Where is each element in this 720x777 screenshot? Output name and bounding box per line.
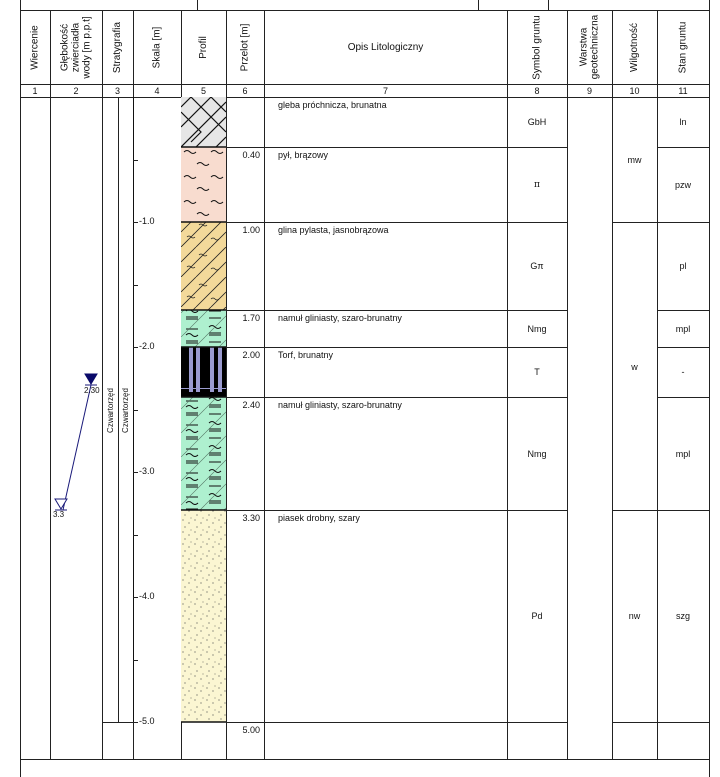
end-depth: 5.00 bbox=[242, 725, 260, 735]
layer-top-depth: 2.00 bbox=[242, 350, 260, 360]
scale-minor-tick bbox=[133, 285, 138, 286]
scale-major-tick bbox=[133, 347, 138, 348]
soil-symbol: π bbox=[534, 179, 540, 190]
layer-description: namuł gliniasty, szaro-brunatny bbox=[278, 313, 402, 323]
header-wiercenie bbox=[20, 10, 50, 84]
header-label: Wiercenie bbox=[29, 24, 41, 70]
layer-description: namuł gliniasty, szaro-brunatny bbox=[278, 400, 402, 410]
layer-top-depth: 0.40 bbox=[242, 150, 260, 160]
column-number: 10 bbox=[629, 86, 640, 96]
header-label: Profil bbox=[197, 35, 209, 59]
soil-state: mpl bbox=[675, 448, 691, 459]
soil-state: - bbox=[681, 367, 685, 377]
header-wilgotnosc bbox=[612, 10, 657, 84]
scale-minor-tick bbox=[133, 160, 138, 161]
header-label: Opis Litologiczny bbox=[347, 41, 424, 53]
header-label bbox=[579, 15, 601, 80]
water-stabilized-icon bbox=[85, 374, 97, 384]
header-przelot bbox=[226, 10, 264, 84]
layer-boundary bbox=[226, 222, 507, 223]
soil-symbol: Nmg bbox=[527, 448, 547, 459]
top-strip-divider bbox=[197, 0, 198, 10]
layer-top-depth: 1.70 bbox=[242, 313, 260, 323]
column-number: 3 bbox=[114, 86, 120, 96]
soil-state: pl bbox=[679, 261, 687, 271]
layer-pattern-peat bbox=[181, 347, 226, 397]
layer-boundary bbox=[226, 510, 507, 511]
col-divider bbox=[567, 10, 568, 759]
header-warstwa bbox=[567, 10, 612, 84]
layer-description: gleba próchnicza, brunatna bbox=[278, 100, 387, 110]
column-number: 8 bbox=[534, 86, 540, 96]
moisture-value: w bbox=[631, 362, 638, 372]
scale-label: -1.0 bbox=[139, 216, 155, 226]
stratigraphy-label: Czwartorzęd bbox=[105, 387, 115, 433]
layer-pattern-clay-silt bbox=[181, 222, 226, 310]
layer-pattern-mud bbox=[181, 397, 226, 510]
soil-symbol: Pd bbox=[531, 611, 543, 621]
header-label: Symbol gruntu bbox=[531, 14, 543, 80]
layer-description: Torf, brunatny bbox=[278, 350, 334, 360]
header-label: Wilgotność bbox=[629, 22, 640, 72]
state-boundary bbox=[657, 722, 709, 723]
stratigraphy-label-outer bbox=[102, 380, 118, 440]
soil-symbol: Gπ bbox=[530, 261, 544, 271]
layer-pattern-sand bbox=[181, 510, 226, 722]
layer-top-depth: 1.00 bbox=[242, 225, 260, 235]
header-label-line: geotechniczna bbox=[589, 14, 601, 80]
scale-label: -2.0 bbox=[139, 341, 155, 351]
soil-state: szg bbox=[675, 611, 690, 621]
scale-major-tick bbox=[133, 472, 138, 473]
scale-minor-tick bbox=[133, 410, 138, 411]
layer-boundary bbox=[226, 397, 507, 398]
col-divider bbox=[612, 10, 613, 759]
column-number: 6 bbox=[242, 86, 248, 96]
header-stratygrafia bbox=[102, 10, 133, 84]
layer-pattern-mud bbox=[181, 310, 226, 347]
layer-boundary bbox=[226, 722, 507, 723]
header-label bbox=[60, 16, 93, 78]
header-label: Skala [m] bbox=[151, 26, 163, 68]
symbol-boundary bbox=[507, 722, 567, 723]
header-label-line: wody [m p.p.t] bbox=[81, 15, 93, 79]
header-water-depth bbox=[50, 10, 102, 84]
stratigraphy-label: Czwartorzęd bbox=[121, 387, 130, 433]
soil-state: ln bbox=[679, 117, 687, 127]
column-number: 5 bbox=[200, 86, 206, 96]
layer-boundary bbox=[226, 310, 507, 311]
top-strip-divider bbox=[548, 0, 549, 10]
column-number: 7 bbox=[382, 86, 388, 96]
layer-boundary bbox=[226, 347, 507, 348]
header-symbol bbox=[507, 10, 567, 84]
layer-pattern-silt bbox=[181, 147, 226, 222]
soil-symbol: GbH bbox=[527, 117, 547, 127]
layer-top-depth: 2.40 bbox=[242, 400, 260, 410]
scale-minor-tick bbox=[133, 535, 138, 536]
scale-major-tick bbox=[133, 722, 138, 723]
header-label: Stratygrafia bbox=[112, 21, 124, 73]
moisture-boundary bbox=[612, 722, 657, 723]
top-strip-divider bbox=[478, 0, 479, 10]
moisture-boundary bbox=[612, 222, 657, 223]
scale-label: -3.0 bbox=[139, 466, 155, 476]
water-stabilized-label: 2.30 bbox=[84, 386, 100, 395]
soil-symbol: Nmg bbox=[527, 323, 547, 334]
layer-pattern-humus bbox=[181, 97, 226, 147]
layer-boundary bbox=[226, 147, 507, 148]
scale-minor-tick bbox=[133, 660, 138, 661]
column-number: 1 bbox=[32, 86, 38, 96]
soil-state: pzw bbox=[674, 179, 691, 190]
number-row-bottom-line bbox=[20, 97, 710, 98]
soil-state: mpl bbox=[675, 323, 691, 334]
water-encountered-label: 3.3 bbox=[53, 510, 65, 519]
header-skala bbox=[133, 10, 181, 84]
col-divider bbox=[264, 10, 265, 759]
stratigraphy-label-inner bbox=[118, 380, 133, 440]
stratigraphy-end-line bbox=[102, 722, 133, 723]
layer-description: glina pylasta, jasnobrązowa bbox=[278, 225, 389, 235]
header-label-line: Warstwa bbox=[578, 27, 590, 67]
scale-label: -4.0 bbox=[139, 591, 155, 601]
soil-symbol: T bbox=[534, 367, 540, 377]
header-profil bbox=[181, 10, 226, 84]
header-label-line: zwierciadła bbox=[70, 22, 82, 72]
header-label-line: Głębokość bbox=[59, 23, 71, 71]
scale-major-tick bbox=[133, 597, 138, 598]
frame-left-border bbox=[20, 0, 21, 777]
moisture-boundary bbox=[612, 510, 657, 511]
frame-right-border bbox=[709, 0, 710, 777]
water-level-connector bbox=[63, 385, 91, 510]
soil-profile bbox=[181, 97, 226, 723]
scale-major-tick bbox=[133, 222, 138, 223]
header-stan bbox=[657, 10, 709, 84]
water-encountered-icon bbox=[55, 499, 67, 509]
moisture-value: mw bbox=[627, 155, 642, 165]
layer-description: pył, brązowy bbox=[278, 150, 329, 160]
body-bottom-line bbox=[20, 759, 710, 760]
column-number: 4 bbox=[154, 86, 160, 96]
moisture-value: nw bbox=[628, 611, 641, 621]
layer-description: piasek drobny, szary bbox=[278, 513, 360, 523]
column-number: 9 bbox=[586, 86, 592, 96]
column-number: 11 bbox=[678, 86, 688, 96]
header-label: Przelot [m] bbox=[239, 23, 251, 71]
header-label: Stan gruntu bbox=[677, 21, 689, 73]
col-divider bbox=[226, 10, 227, 759]
column-number: 2 bbox=[73, 86, 79, 96]
scale-label: -5.0 bbox=[139, 716, 155, 726]
layer-top-depth: 3.30 bbox=[242, 513, 260, 523]
header-opis bbox=[264, 10, 507, 84]
